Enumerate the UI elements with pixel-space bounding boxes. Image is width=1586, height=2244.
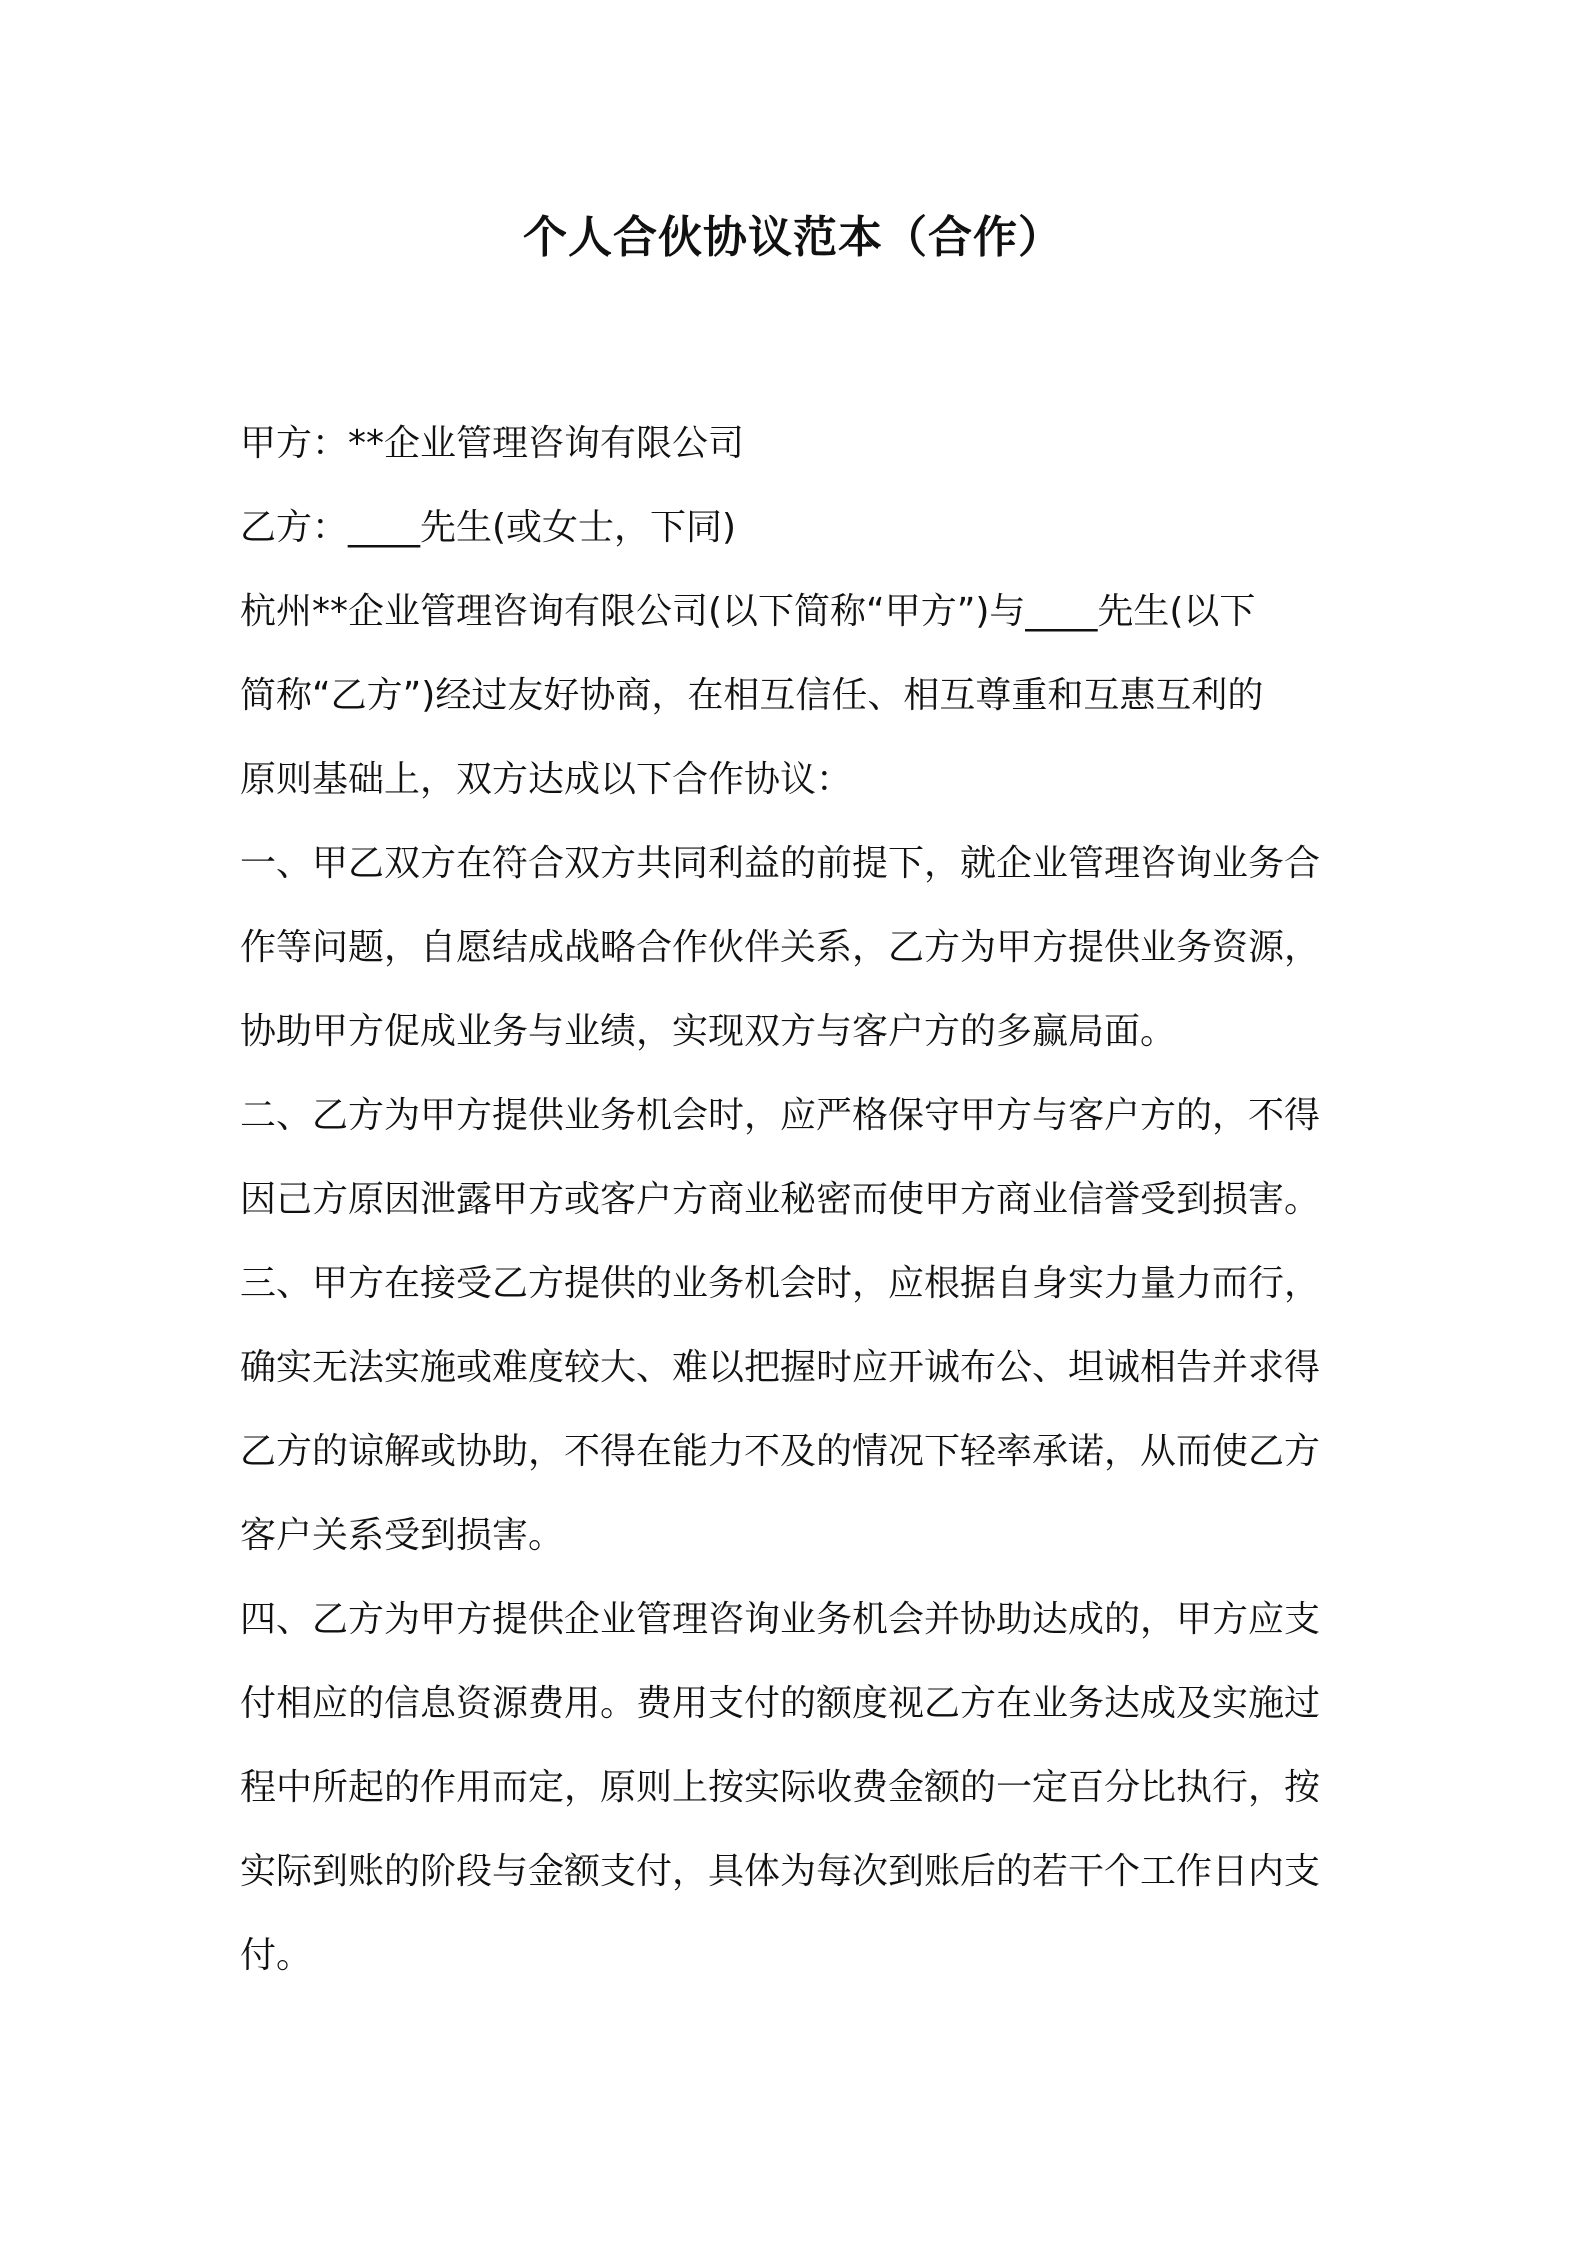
clause-4-paragraph (240, 1578, 1355, 1998)
intro-paragraph (240, 570, 1355, 822)
text-line: 一、甲乙双方在符合双方共同利益的前提下，就企业管理咨询业务合 (240, 843, 1321, 884)
text-line: 甲方：**企业管理咨询有限公司 (240, 423, 745, 464)
text-line: 协助甲方促成业务与业绩，实现双方与客户方的多赢局面。 (240, 1011, 1177, 1052)
text-line: 程中所起的作用而定，原则上按实际收费金额的一定百分比执行，按 (240, 1767, 1321, 1808)
text-line: 二、乙方为甲方提供业务机会时，应严格保守甲方与客户方的，不得 (240, 1095, 1321, 1136)
text-line: 因己方原因泄露甲方或客户方商业秘密而使甲方商业信誉受到损害。 (240, 1179, 1321, 1220)
text-line: 原则基础上，双方达成以下合作协议： (240, 759, 853, 800)
text-line: 三、甲方在接受乙方提供的业务机会时，应根据自身实力量力而行， (240, 1263, 1321, 1304)
party-a-line (240, 402, 1355, 486)
clause-2-paragraph (240, 1074, 1355, 1242)
text-line: 乙方：____先生(或女士，下同) (240, 507, 737, 548)
text-line: 付相应的信息资源费用。费用支付的额度视乙方在业务达成及实施过 (240, 1683, 1321, 1724)
clause-3-paragraph (240, 1242, 1355, 1578)
clause-1-paragraph (240, 822, 1355, 1074)
text-line: 作等问题，自愿结成战略合作伙伴关系，乙方为甲方提供业务资源， (240, 927, 1321, 968)
text-line: 杭州**企业管理咨询有限公司(以下简称“甲方”)与____先生(以下 (240, 591, 1256, 632)
text-line: 简称“乙方”)经过友好协商，在相互信任、相互尊重和互惠互利的 (240, 675, 1264, 716)
document-title: 个人合伙协议范本（合作） (523, 212, 1063, 263)
text-line: 付。 (240, 1935, 313, 1976)
text-line: 确实无法实施或难度较大、难以把握时应开诚布公、坦诚相告并求得 (240, 1347, 1321, 1388)
document-body (240, 402, 1355, 1998)
text-line: 客户关系受到损害。 (240, 1515, 565, 1556)
text-line: 乙方的谅解或协助，不得在能力不及的情况下轻率承诺，从而使乙方 (240, 1431, 1321, 1472)
text-line: 四、乙方为甲方提供企业管理咨询业务机会并协助达成的，甲方应支 (240, 1599, 1321, 1640)
text-line: 实际到账的阶段与金额支付，具体为每次到账后的若干个工作日内支 (240, 1851, 1321, 1892)
party-b-line (240, 486, 1355, 570)
